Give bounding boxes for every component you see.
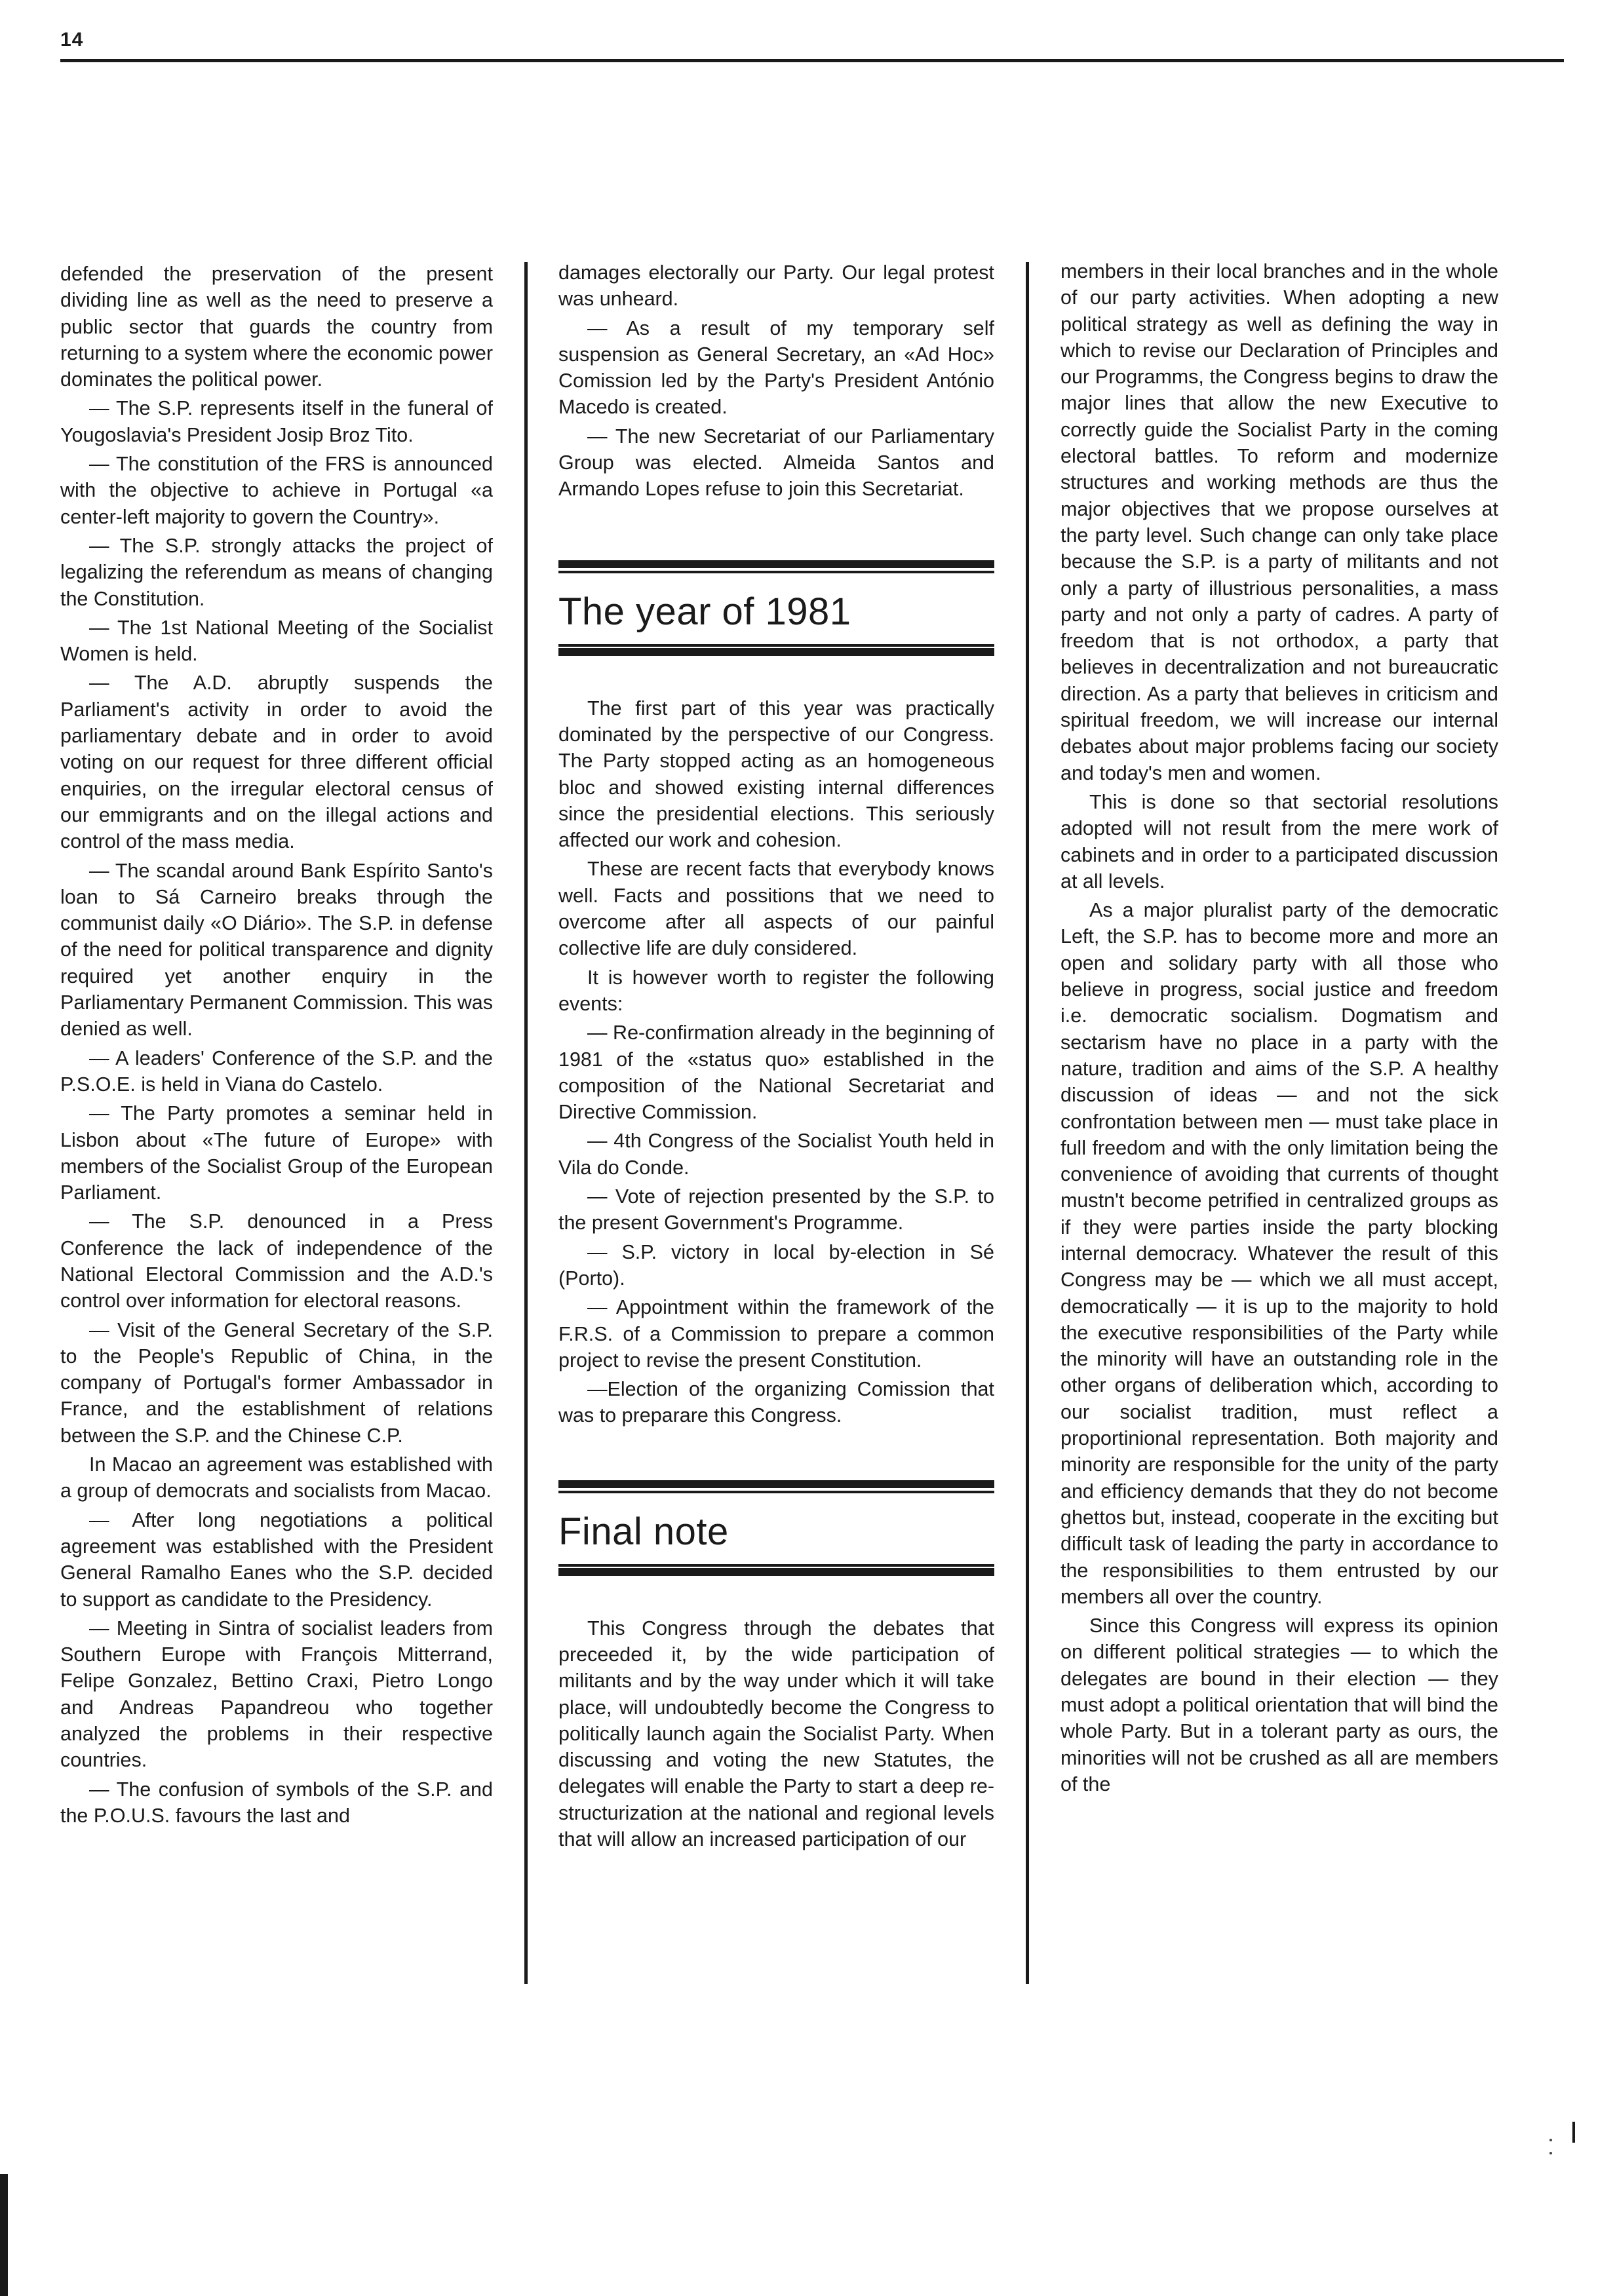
paragraph: As a major pluralist party of the democratic Left, the S.P. has to become more and more an open and solidary party with all those who believe in progress, social justice and freedom i.e. democratic socialism. Dogmatism and sectarism have no place in a party with the nature, tradition and aims of the S.P. A healthy discussion of ideas — and not the sick confrontation between men — must take place in full freedom and with the only limitation being the convenience of avoiding that currents of thought mustn't become petrified in centralized groups as if they were parties inside the party blocking internal democracy. Whatever the result of this Congress may be — which we all must accept, democratically — it is up to the majority to hold the executive responsibilities of the Party while the minority will have an outstanding role in the other organs of deliberation which, according to our socialist tradition, must reflect a proportinional representation. Both majority and minority are responsible for the unity of the party and efficiency demands that they do not become ghettos but, instead, cooperate in the exciting but difficult task of leading the party in accordance to the responsibilities to them entrusted by our members all over the country.: [1060, 899, 1498, 1608]
paragraph: — The constitution of the FRS is announced with the objective to achieve in Portugal «a center-left majority to govern the Country».: [60, 453, 493, 528]
paragraph: — 4th Congress of the Socialist Youth held in Vila do Conde.: [558, 1130, 994, 1179]
paragraph: defended the preservation of the present dividing line as well as the need to preserve a public sector that guards the country from returning to a system where the economic power dominates the political power.: [60, 263, 493, 391]
heading-rule-top: [558, 1480, 994, 1497]
scan-edge-mark: [0, 2174, 8, 2296]
paragraph: — S.P. victory in local by-election in Sé (Porto).: [558, 1240, 994, 1290]
section-heading: The year of 1981: [558, 590, 851, 633]
column-1: [60, 261, 493, 1831]
paragraph: — As a result of my temporary self suspension as General Secretary, an «Ad Hoc» Comission led by the Party's President António Macedo is created.: [558, 316, 994, 419]
paragraph: — The S.P. strongly attacks the project of legalizing the referendum as means of changing the Constitution.: [60, 534, 493, 610]
paragraph: — Appointment within the framework of the F.R.S. of a Commission to prepare a common project to revise the present Constitution.: [558, 1296, 994, 1371]
paragraph: —Election of the organizing Comission that was to preparare this Congress.: [558, 1378, 994, 1427]
paragraph: — Visit of the General Secretary of the S.P. to the People's Republic of China, in the company of Portugal's former Ambassador in France, and the establishment of relations between the S.P. and the Chinese C.P.: [60, 1318, 493, 1447]
paragraph: damages electorally our Party. Our legal protest was unheard.: [558, 261, 994, 311]
paragraph: Since this Congress will express its opinion on different political strategies — to which the delegates are bound in their election — they must adopt a political orientation that will bind the whole Party. But in a tolerant party as ours, the minorities will not be crushed as all are members of the: [1060, 1615, 1498, 1795]
paragraph: members in their local branches and in the whole of our party activities. When adopting a new political strategy as well as defining the way in which to revise our Declaration of Principles and our Programms, the Congress begins to draw the major lines that allow the new Executive to correctly guide the Socialist Party in the coming electoral battles. To reform and modernize structures and working methods are thus the major objectives that we propose ourselves at the party level. Such change can only take place because the S.P. is a party of militants and not only a party of illustrious personalities, a mass party and not only a party of cadres. A party of freedom that is not orthodox, a party that believes in decentralization and not bureaucratic direction. As a party that believes in criticism and spiritual freedom, we will increase our internal debates about major problems facing our society and today's men and women.: [1060, 260, 1498, 784]
paragraph: This Congress through the debates that preceeded it, by the wide participation of militants and by the way under which it will take place, will undoubtedly become the Congress to politically launch again the Socialist Party. When discussing and voting the new Statutes, the delegates will enable the Party to start a deep re-structurization at the national and regional levels that will allow an increased participation of our: [558, 1617, 994, 1851]
paragraph: — The S.P. denounced in a Press Conference the lack of independence of the National Electoral Commission and the A.D.'s control over information for electoral reasons.: [60, 1210, 493, 1312]
paragraph: It is however worth to register the following events:: [558, 966, 994, 1015]
paragraph: This is done so that sectorial resolutions adopted will not result from the mere work of cabinets and in order to a participated discussion at all levels.: [1060, 790, 1498, 892]
scan-dot: [1549, 2139, 1552, 2141]
paragraph: In Macao an agreement was established with a group of democrats and socialists from Macao.: [60, 1453, 493, 1502]
paragraph: — Re-confirmation already in the beginning of 1981 of the «status quo» established in the composition of the National Secretariat and Directive Commission.: [558, 1022, 994, 1124]
column-divider-1: [524, 262, 528, 1984]
paragraph: These are recent facts that everybody knows well. Facts and possitions that we need to overcome after all aspects of our painful collective life are duly considered.: [558, 858, 994, 960]
column-divider-2: [1026, 262, 1029, 1984]
page-number: 14: [60, 29, 84, 50]
section-header-the-year-of-1981: [558, 560, 994, 661]
paragraph: — The A.D. abruptly suspends the Parliament's activity in order to avoid the parliamentary debate and in order to avoid voting on our request for three different official enquiries, on the irregular electoral census of our emmigrants and on the illegal actions and control of the mass media.: [60, 672, 493, 853]
header-rule: [60, 59, 1564, 62]
paragraph: — The confusion of symbols of the S.P. and the P.O.U.S. favours the last and: [60, 1778, 493, 1827]
section-header-final-note: [558, 1480, 994, 1581]
paragraph: — Meeting in Sintra of socialist leaders from Southern Europe with François Mitterrand, Felipe Gonzalez, Bettino Craxi, Pietro Longo and Andreas Papandreou who together analyzed the problems in their respective countries.: [60, 1617, 493, 1772]
heading-rule-top: [558, 560, 994, 577]
heading-rule-bottom: [558, 1564, 994, 1581]
margin-mark: [1572, 2122, 1575, 2143]
column-3: [1060, 258, 1498, 1800]
paragraph: The first part of this year was practically dominated by the perspective of our Congress. The Party stopped acting as an homogeneous bloc and showed existing internal differences since the presidential elections. This seriously affected our work and cohesion.: [558, 697, 994, 852]
paragraph: — The Party promotes a seminar held in Lisbon about «The future of Europe» with members of the Socialist Group of the European Parliament.: [60, 1102, 493, 1204]
paragraph: — A leaders' Conference of the S.P. and the P.S.O.E. is held in Viana do Castelo.: [60, 1046, 493, 1096]
paragraph: — The scandal around Bank Espírito Santo's loan to Sá Carneiro breaks through the communist daily «O Diário». The S.P. in defense of the need for political transparence and dignity required yet another enquiry in the Parliamentary Permanent Commission. This was denied as well.: [60, 859, 493, 1041]
column-2: [558, 259, 994, 1855]
section-heading: Final note: [558, 1510, 729, 1553]
paragraph: — The S.P. represents itself in the funeral of Yougoslavia's President Josip Broz Tito.: [60, 397, 493, 446]
paragraph: — The new Secretariat of our Parliamentary Group was elected. Almeida Santos and Armando Lopes refuse to join this Secretariat.: [558, 425, 994, 501]
scan-dot: [1549, 2152, 1552, 2154]
paragraph: — Vote of rejection presented by the S.P. to the present Government's Programme.: [558, 1185, 994, 1234]
paragraph: — The 1st National Meeting of the Socialist Women is held.: [60, 616, 493, 666]
heading-rule-bottom: [558, 644, 994, 661]
paragraph: — After long negotiations a political agreement was established with the President General Ramalho Eanes who the S.P. decided to support as candidate to the Presidency.: [60, 1508, 493, 1611]
